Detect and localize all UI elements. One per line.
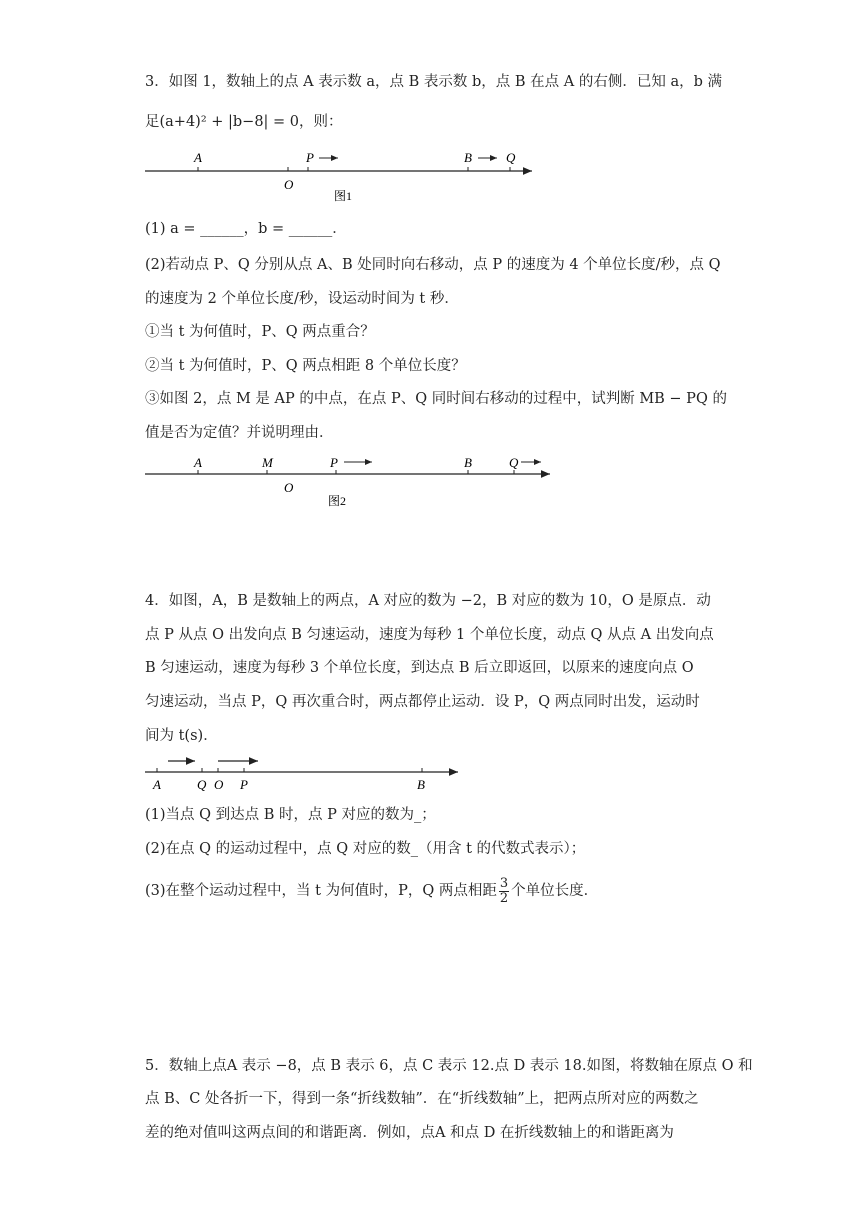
q4-sub1: (1)当点 Q 到达点 B 时，点 P 对应的数为_； xyxy=(145,807,436,823)
fig2-label-a: A xyxy=(194,455,202,470)
q3-part2-line1: (2)若动点 P、Q 分别从点 A、B 处同时向右移动，点 P 的速度为 4 个单位长度/秒，点 Q xyxy=(145,257,721,273)
q3-part1: (1) a = ______，b = ______． xyxy=(145,221,347,237)
fig2-label-b: B xyxy=(464,455,472,470)
q3-case3-line1: ③如图 2，点 M 是 AP 的中点，在点 P、Q 同时间右移动的过程中，试判断 MB − PQ 的 xyxy=(145,391,727,407)
fig1-label-a: A xyxy=(194,150,202,165)
fig2-label-p: P xyxy=(330,455,338,470)
q5-line2: 点 B、C 处各折一下，得到一条“折线数轴”．在“折线数轴”上，把两点所对应的两数之 xyxy=(145,1091,699,1107)
q5-line1: 5．数轴上点A 表示 −8，点 B 表示 6，点 C 表示 12.点 D 表示 18.如图，将数轴在原点 O 和 xyxy=(145,1058,753,1074)
q4-label-o: O xyxy=(214,777,224,792)
q4-sub2: (2)在点 Q 的运动过程中，点 Q 对应的数_（用含 t 的代数式表示）； xyxy=(145,841,586,857)
fig2-label-m: M xyxy=(262,455,273,470)
q3-part2-line2: 的速度为 2 个单位长度/秒，设运动时间为 t 秒． xyxy=(145,291,459,307)
fig1-label-o: O xyxy=(284,177,294,192)
q3-line1: 3．如图 1，数轴上的点 A 表示数 a，点 B 表示数 b，点 B 在点 A 的右侧．已知 a，b 满 xyxy=(145,74,722,90)
fig2-label-o: O xyxy=(284,480,294,495)
q4-sub3-pre: (3)在整个运动过程中，当 t 为何值时，P，Q 两点相距 xyxy=(145,883,497,899)
q4-label-p: P xyxy=(240,777,248,792)
q4-sub3-post: 个单位长度． xyxy=(511,883,599,899)
q4-line3: B 匀速运动，速度为每秒 3 个单位长度，到达点 B 后立即返回，以原来的速度向点 O xyxy=(145,660,694,676)
fig2-label-q: Q xyxy=(509,455,519,470)
q4-line5: 间为 t(s)． xyxy=(145,728,218,744)
fig2-caption: 图2 xyxy=(328,494,347,508)
q4-label-a: A xyxy=(153,777,161,792)
fig1-label-q: Q xyxy=(506,150,516,165)
q4-sub3 xyxy=(145,876,598,906)
q3-case1: ①当 t 为何值时，P、Q 两点重合？ xyxy=(145,324,375,340)
q3-case3-line2: 值是否为定值？并说明理由． xyxy=(145,425,334,441)
figure-1-number-line xyxy=(140,145,540,207)
q4-line2: 点 P 从点 O 出发向点 B 匀速运动，速度为每秒 1 个单位长度，动点 Q 从点 A 出发向点 xyxy=(145,627,714,643)
q4-number-line xyxy=(140,752,470,794)
q4-label-q: Q xyxy=(197,777,207,792)
q4-line1: 4．如图，A，B 是数轴上的两点，A 对应的数为 −2，B 对应的数为 10，O 是原点．动 xyxy=(145,593,711,609)
q4-label-b: B xyxy=(417,777,425,792)
q3-line2: 足(a+4)² + |b−8| = 0，则： xyxy=(145,114,343,130)
fig1-caption: 图1 xyxy=(334,189,353,203)
q5-line3: 差的绝对值叫这两点间的和谐距离．例如，点A 和点 D 在折线数轴上的和谐距离为 xyxy=(145,1125,674,1141)
fraction-three-halves: $\frac{3}{2}$ xyxy=(499,875,509,906)
fig1-label-b: B xyxy=(464,150,472,165)
figure-2-number-line xyxy=(140,452,560,514)
fig1-label-p: P xyxy=(306,150,314,165)
q4-line4: 匀速运动，当点 P，Q 再次重合时，两点都停止运动．设 P，Q 两点同时出发，运动时 xyxy=(145,694,700,710)
q3-case2: ②当 t 为何值时，P、Q 两点相距 8 个单位长度？ xyxy=(145,358,466,374)
